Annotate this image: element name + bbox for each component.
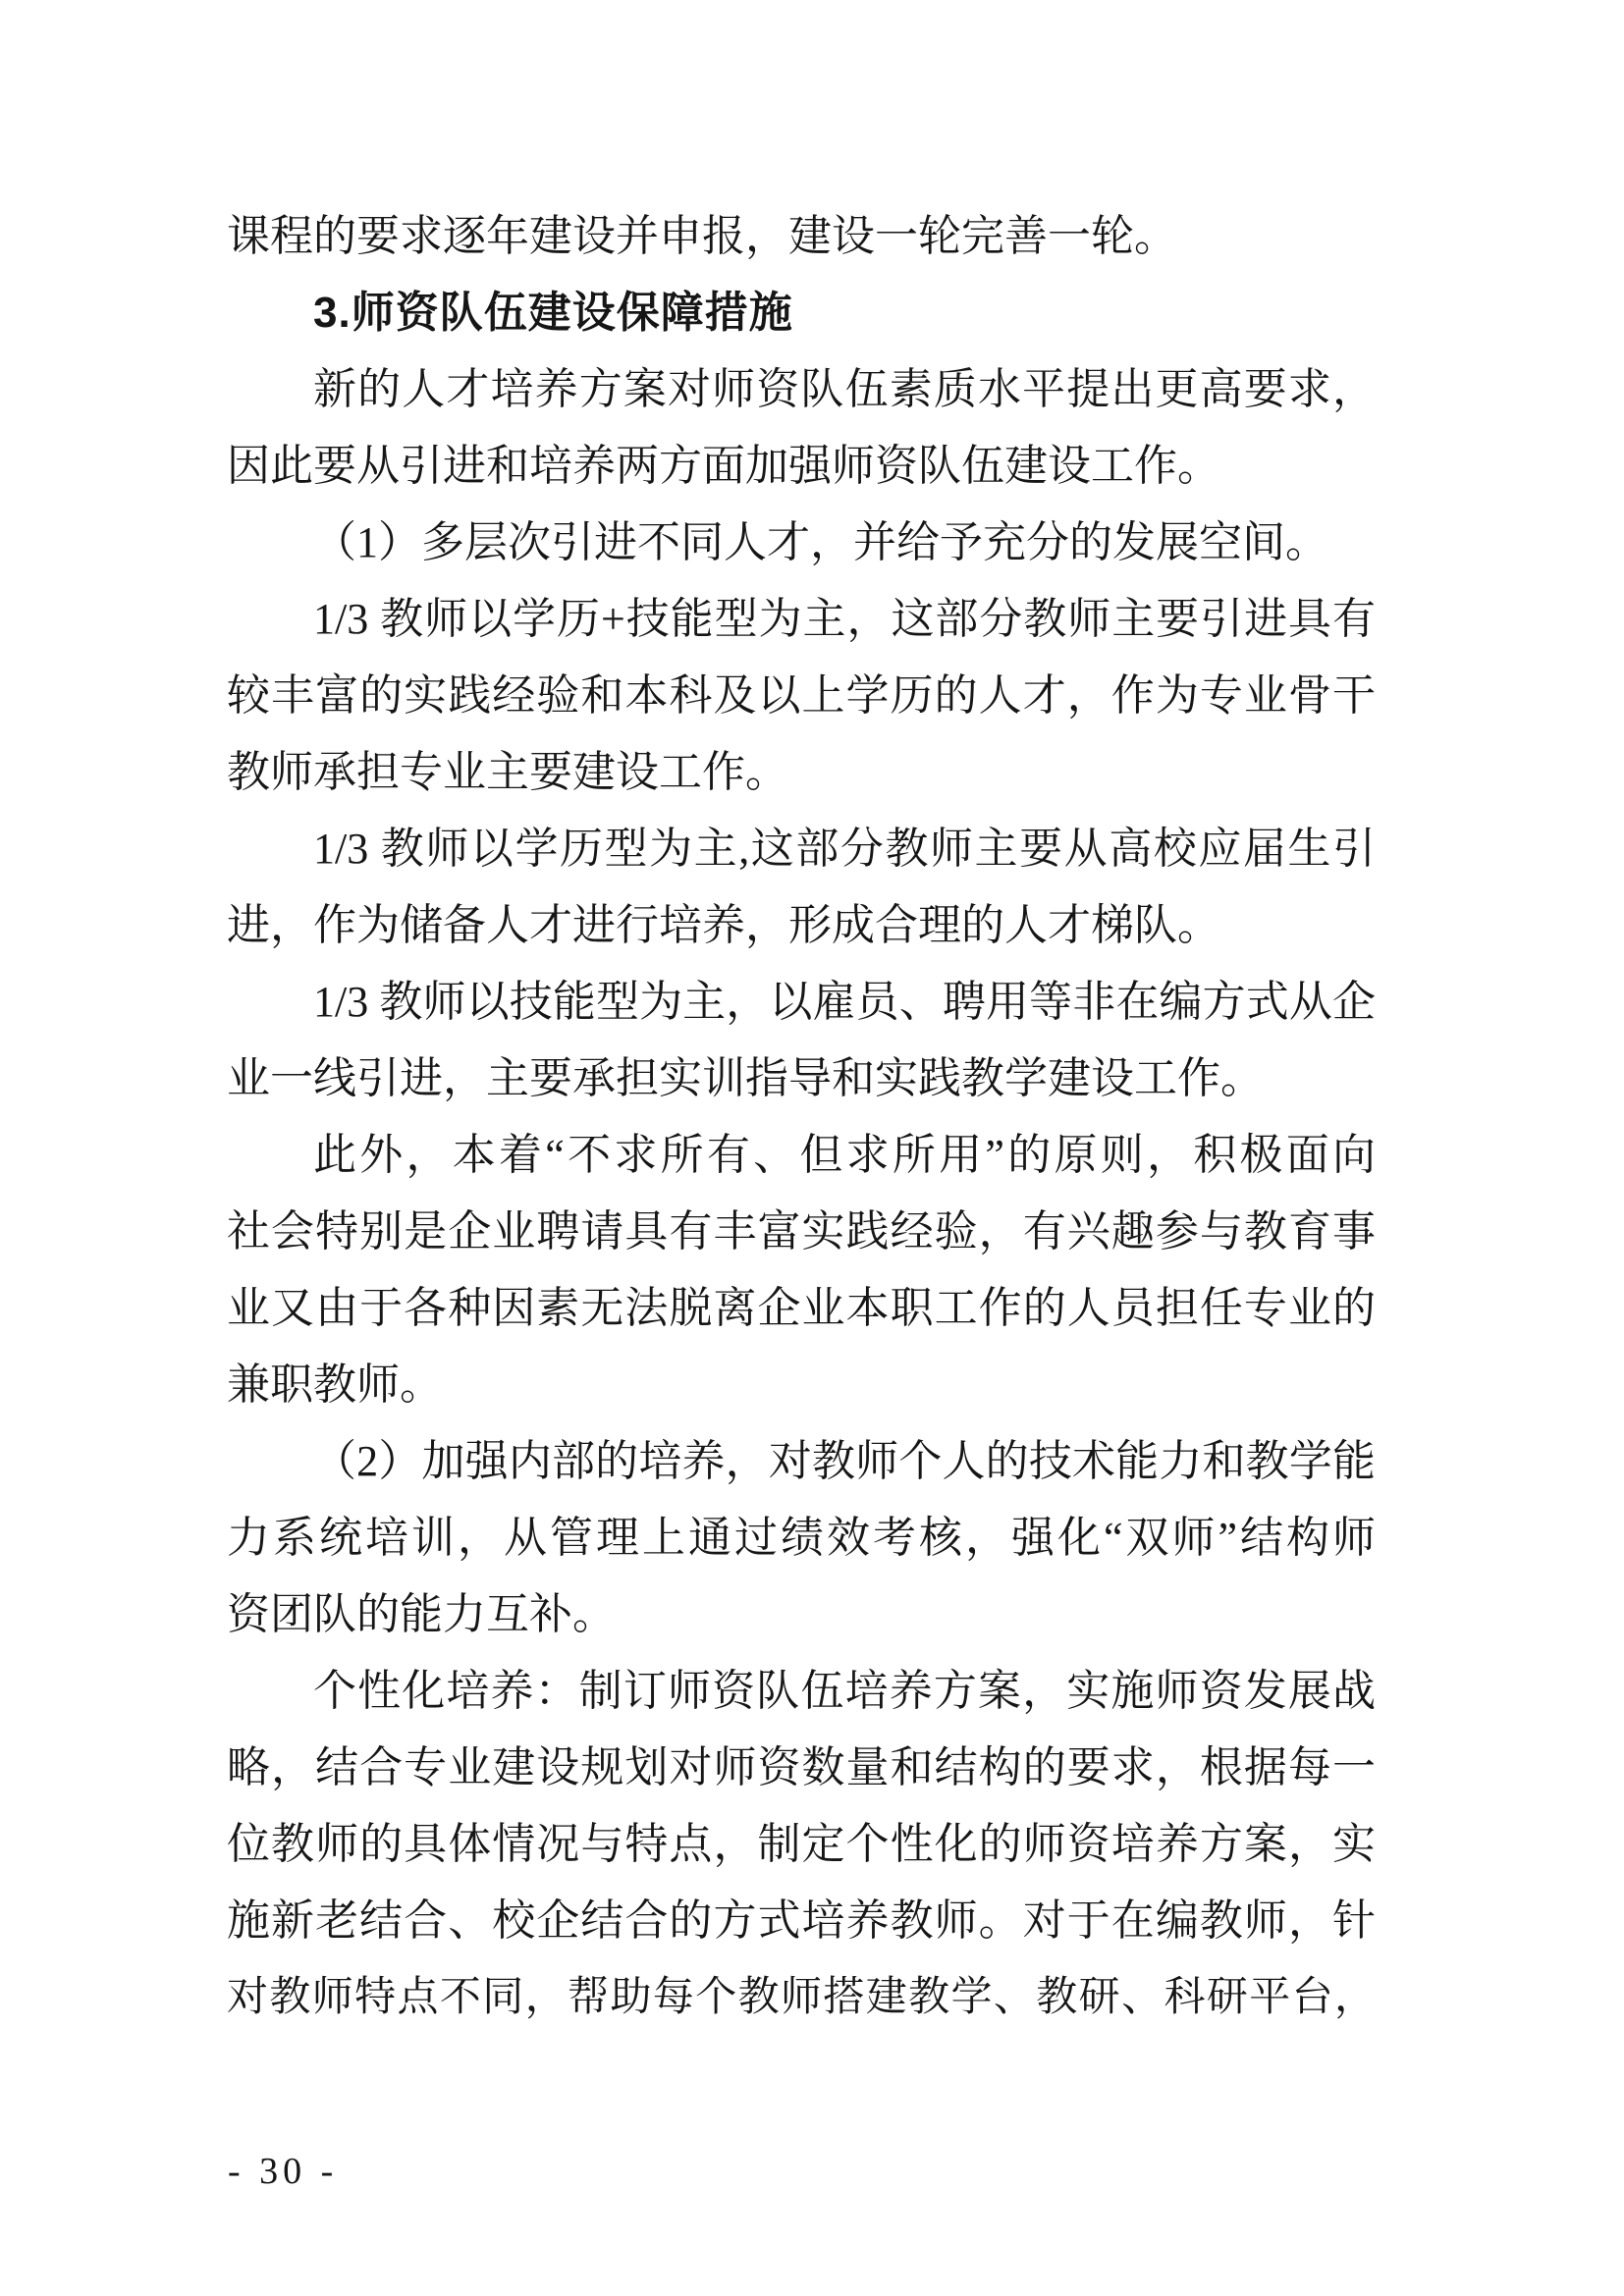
section-heading: 3.师资队伍建设保障措施 <box>313 289 793 337</box>
text-line: 个性化培养：制订师资队伍培养方案，实施师资发展战 <box>313 1667 1376 1715</box>
text-line: 较丰富的实践经验和本科及以上学历的人才，作为专业骨干 <box>227 671 1376 720</box>
text-line: 因此要从引进和培养两方面加强师资队伍建设工作。 <box>227 442 1220 490</box>
text-line: 位教师的具体情况与特点，制定个性化的师资培养方案，实 <box>227 1820 1376 1868</box>
text-line: （2）加强内部的培养，对教师个人的技术能力和教学能 <box>313 1437 1376 1485</box>
text-line: 1/3 教师以学历+技能型为主，这部分教师主要引进具有 <box>313 595 1376 643</box>
text-line: 兼职教师。 <box>227 1361 443 1409</box>
text-line: 力系统培训，从管理上通过绩效考核，强化“双师”结构师 <box>227 1514 1376 1562</box>
text-line: 对教师特点不同，帮助每个教师搭建教学、教研、科研平台， <box>227 1975 1376 2020</box>
text-line: 此外，本着“不求所有、但求所用”的原则，积极面向 <box>313 1131 1376 1179</box>
text-block <box>227 198 1376 2036</box>
text-line: 课程的要求逐年建设并申报，建设一轮完善一轮。 <box>227 212 1177 260</box>
text-line: （1）多层次引进不同人才，并给予充分的发展空间。 <box>313 518 1328 566</box>
text-line: 1/3 教师以学历型为主,这部分教师主要从高校应届生引 <box>313 825 1376 873</box>
text-line: 进，作为储备人才进行培养，形成合理的人才梯队。 <box>227 901 1220 949</box>
page-number: - 30 - <box>228 2151 339 2192</box>
text-line: 教师承担专业主要建设工作。 <box>227 748 788 796</box>
text-line: 新的人才培养方案对师资队伍素质水平提出更高要求， <box>313 365 1376 413</box>
text-line: 业一线引进，主要承担实训指导和实践教学建设工作。 <box>227 1054 1264 1102</box>
text-line: 略，结合专业建设规划对师资数量和结构的要求，根据每一 <box>227 1743 1376 1791</box>
text-line: 1/3 教师以技能型为主，以雇员、聘用等非在编方式从企 <box>313 978 1376 1026</box>
text-line: 施新老结合、校企结合的方式培养教师。对于在编教师，针 <box>227 1896 1376 1945</box>
text-line: 社会特别是企业聘请具有丰富实践经验，有兴趣参与教育事 <box>227 1207 1376 1255</box>
text-line: 业又由于各种因素无法脱离企业本职工作的人员担任专业的 <box>227 1284 1376 1332</box>
text-line: 资团队的能力互补。 <box>227 1590 616 1638</box>
